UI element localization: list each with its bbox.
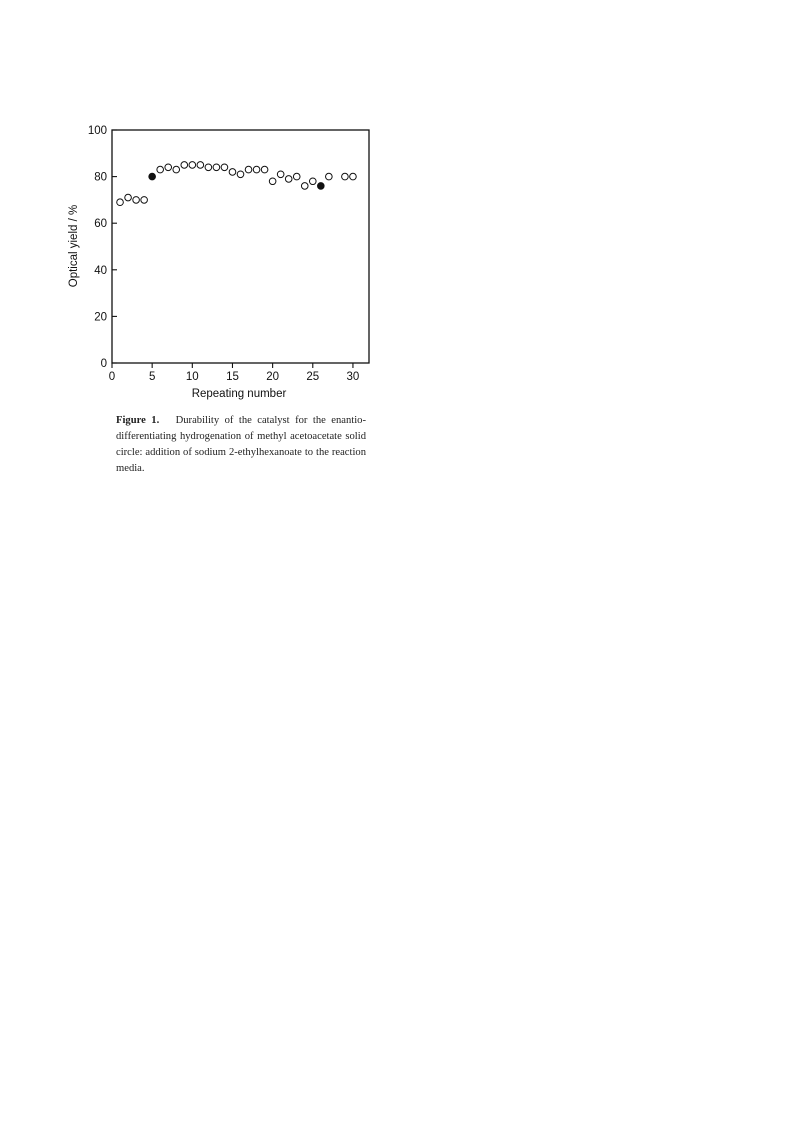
data-point-open [285,176,292,183]
data-point-open [157,166,164,173]
x-tick-label: 5 [148,371,156,383]
data-point-open [189,162,196,169]
data-point-open [125,194,132,201]
data-point-open [342,173,349,180]
data-point-open [245,166,252,173]
data-point-open [237,171,244,178]
x-axis-label: Repeating number [191,388,287,400]
data-point-open [197,162,204,169]
y-tick-label: 60 [94,218,107,231]
x-tick-label: 0 [108,371,116,383]
data-point-open [269,178,276,185]
y-axis-label: Optical yield / % [68,204,80,288]
x-tick-label: 30 [346,371,360,383]
y-tick-label: 40 [94,264,107,277]
data-point-open [221,164,228,171]
data-point-open [301,183,308,190]
x-tick-label: 20 [266,371,280,383]
y-tick-label: 20 [94,311,107,324]
data-point-open [165,164,172,171]
x-tick-label: 25 [306,371,320,383]
data-points [117,162,357,206]
data-point-open [173,166,180,173]
y-tick-label: 80 [94,171,107,184]
data-point-open [213,164,220,171]
data-point-solid [318,183,325,190]
data-point-open [277,171,284,178]
data-point-open [293,173,300,180]
data-point-open [309,178,316,185]
x-tick-label: 10 [185,371,199,383]
data-point-open [181,162,188,169]
data-point-open [229,169,236,176]
data-point-open [141,197,148,204]
x-tick-label: 15 [226,371,239,383]
figure-caption [116,413,366,477]
data-point-solid [149,173,156,180]
data-point-open [117,199,124,206]
data-point-open [350,173,357,180]
y-tick-label: 100 [87,125,107,137]
caption-label: Figure 1. [116,415,160,426]
x-axis [109,363,360,383]
data-point-open [133,197,140,204]
data-point-open [253,166,260,173]
plot-frame [112,130,369,363]
data-point-open [205,164,212,171]
y-tick-label: 0 [100,358,107,370]
data-point-open [261,166,268,173]
data-point-open [326,173,333,180]
caption-text: Durability of the catalyst for the enantio-differentiating hydrogenation of methyl acetoacetate solid circle: addition of sodium 2-ethylhexanoate to the reaction media. [116,415,366,474]
